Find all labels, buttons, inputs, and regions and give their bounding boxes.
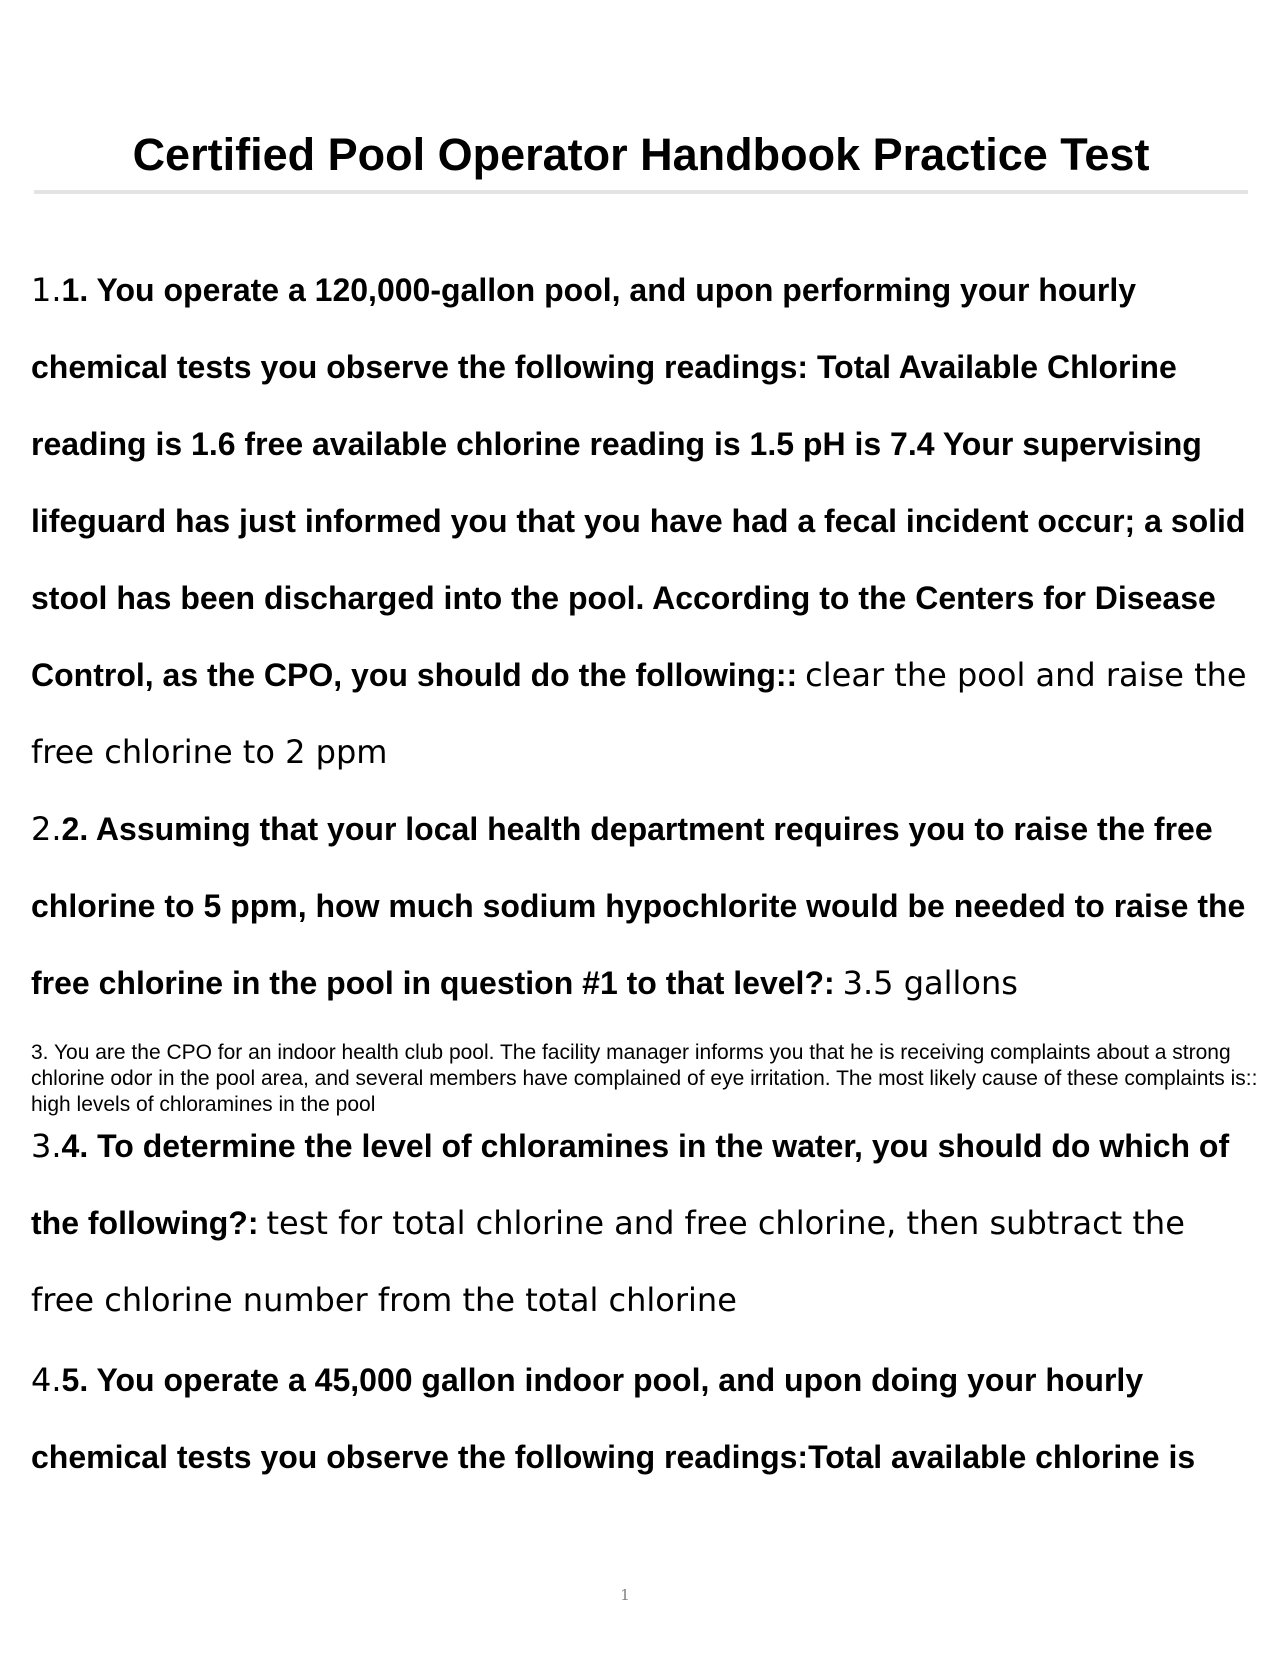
item-number: 4. [31,1361,62,1399]
page-number: 1 [620,1586,630,1604]
answer-text: clear the pool and raise the free chlorine to 2 ppm [31,656,1247,771]
question-text: 4. To determine the level of chloramines in the water, you should do which of the following?: [31,1128,1230,1241]
question-item-inline-3: 3. You are the CPO for an indoor health club pool. The facility manager informs you that he is receiving complaints about a strong chlorine odor in the pool area, and several members have complained of eye irritation. The most likely cause of these complaints is:: high levels of chloramines in the pool [31,1041,1258,1116]
question-item-3 [31,1108,1251,1339]
question-text: 1. You operate a 120,000-gallon pool, and upon performing your hourly chemical tests you observe the following readings: Total Available Chlorine reading is 1.6 free available chlorine reading is 1.5 pH is 7.4 Your supervising lifeguard has just informed you that you have had a fecal incident occur; a solid stool has been discharged into the pool. According to the Centers for Disease Control, as the CPO, you should do the following:: [31,272,1246,693]
question-text: 2. Assuming that your local health department requires you to raise the free chlorine to 5 ppm, how much sodium hypochlorite would be needed to raise the free chlorine in the pool in question #1 to that level?: [31,811,1246,1001]
page-title: Certified Pool Operator Handbook Practice Test [132,129,1150,180]
item-number: 2. [31,810,62,848]
question-item-4 [31,1342,1251,1496]
answer-text: test for total chlorine and free chlorine, then subtract the free chlorine number from the total chlorine [31,1204,1185,1319]
question-text: 5. You operate a 45,000 gallon indoor pool, and upon doing your hourly chemical tests you observe the following readings:Total available chlorine is [31,1362,1196,1475]
title-divider [34,190,1248,194]
answer-text: 3.5 gallons [842,964,1018,1002]
item-number: 1. [31,271,62,309]
question-item-2 [31,791,1251,1022]
question-item-1 [31,252,1251,791]
item-number: 3. [31,1127,62,1165]
